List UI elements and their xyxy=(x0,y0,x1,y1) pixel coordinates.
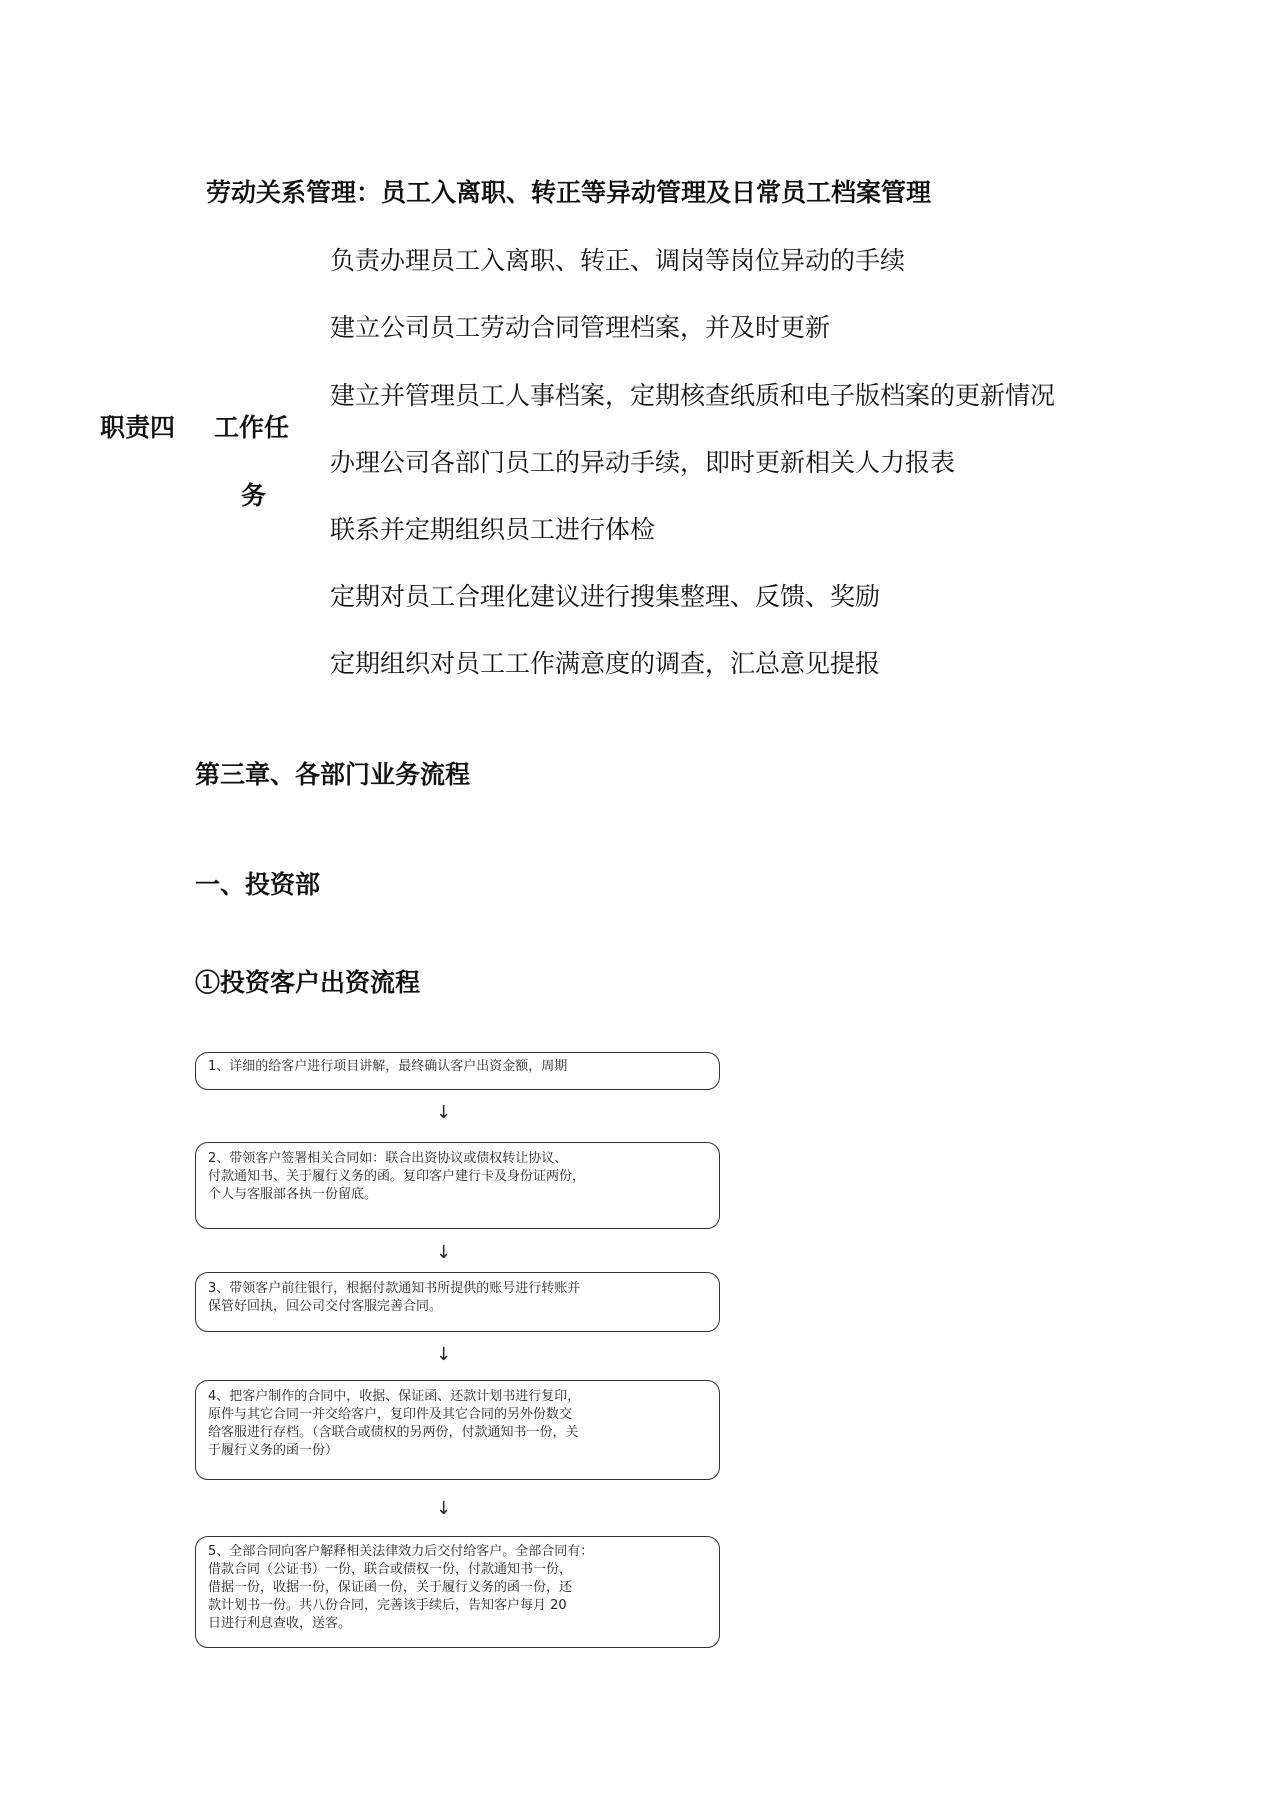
flow-step-line: 2、带领客户签署相关合同如：联合出资协议或债权转让协议、 xyxy=(208,1151,568,1166)
flow-step xyxy=(195,1052,720,1090)
flow-step-line: 借款合同（公证书）一份，联合或债权一份，付款通知书一份， xyxy=(208,1562,573,1577)
task-item: 定期对员工合理化建议进行搜集整理、反馈、奖励 xyxy=(330,582,881,611)
flow-step-line: 3、带领客户前往银行，根据付款通知书所提供的账号进行转账并 xyxy=(208,1281,581,1296)
flow-step-line: 原件与其它合同一并交给客户，复印件及其它合同的另外份数交 xyxy=(208,1407,573,1422)
flow-step-line: 1、详细的给客户进行项目讲解，最终确认客户出资金额，周期 xyxy=(208,1059,568,1074)
duty-label: 职责四 xyxy=(100,413,176,442)
task-item: 建立并管理员工人事档案，定期核查纸质和电子版档案的更新情况 xyxy=(330,381,1056,410)
task-item: 定期组织对员工工作满意度的调查，汇总意见提报 xyxy=(330,649,881,678)
flow-step xyxy=(195,1272,720,1332)
flow-step-line: 5、全部合同向客户解释相关法律效力后交付给客户。全部合同有： xyxy=(208,1544,594,1559)
flow-step-line: 款计划书一份。共八份合同，完善该手续后，告知客户每月 20 xyxy=(208,1598,567,1613)
flow-step-line: 个人与客服部各执一份留底。 xyxy=(208,1187,378,1202)
process-title: ①投资客户出资流程 xyxy=(195,968,421,997)
flow-step-line: 4、把客户制作的合同中，收据、保证函、还款计划书进行复印， xyxy=(208,1389,581,1404)
flow-arrow-icon: ↓ xyxy=(436,1102,452,1123)
department-title: 一、投资部 xyxy=(195,870,321,899)
flow-step-line: 付款通知书、关于履行义务的函。复印客户建行卡及身份证两份， xyxy=(208,1169,586,1184)
flow-step-line: 保管好回执，回公司交付客服完善合同。 xyxy=(208,1299,443,1314)
flow-arrow-icon: ↓ xyxy=(436,1242,452,1263)
flow-step xyxy=(195,1380,720,1480)
flow-step xyxy=(195,1142,720,1229)
task-item: 负责办理员工入离职、转正、调岗等岗位异动的手续 xyxy=(330,246,906,275)
task-item: 建立公司员工劳动合同管理档案，并及时更新 xyxy=(330,313,831,342)
flow-step xyxy=(195,1536,720,1648)
flow-step-line: 借据一份，收据一份，保证函一份，关于履行义务的函一份，还 xyxy=(208,1580,573,1595)
chapter-title: 第三章、各部门业务流程 xyxy=(195,760,471,789)
flow-step-line: 日进行利息查收，送客。 xyxy=(208,1616,352,1631)
task-item: 办理公司各部门员工的异动手续，即时更新相关人力报表 xyxy=(330,448,956,477)
task-label-continued: 务 xyxy=(241,481,267,510)
flow-step-line: 给客服进行存档。（含联合或债权的另两份，付款通知书一份，关 xyxy=(208,1425,579,1440)
flow-arrow-icon: ↓ xyxy=(436,1344,452,1365)
flow-arrow-icon: ↓ xyxy=(436,1498,452,1519)
flow-step-line: 于履行义务的函一份） xyxy=(208,1443,339,1458)
task-item: 联系并定期组织员工进行体检 xyxy=(330,515,656,544)
task-label: 工作任 xyxy=(214,413,290,442)
section-heading: 劳动关系管理：员工入离职、转正等异动管理及日常员工档案管理 xyxy=(206,178,932,207)
